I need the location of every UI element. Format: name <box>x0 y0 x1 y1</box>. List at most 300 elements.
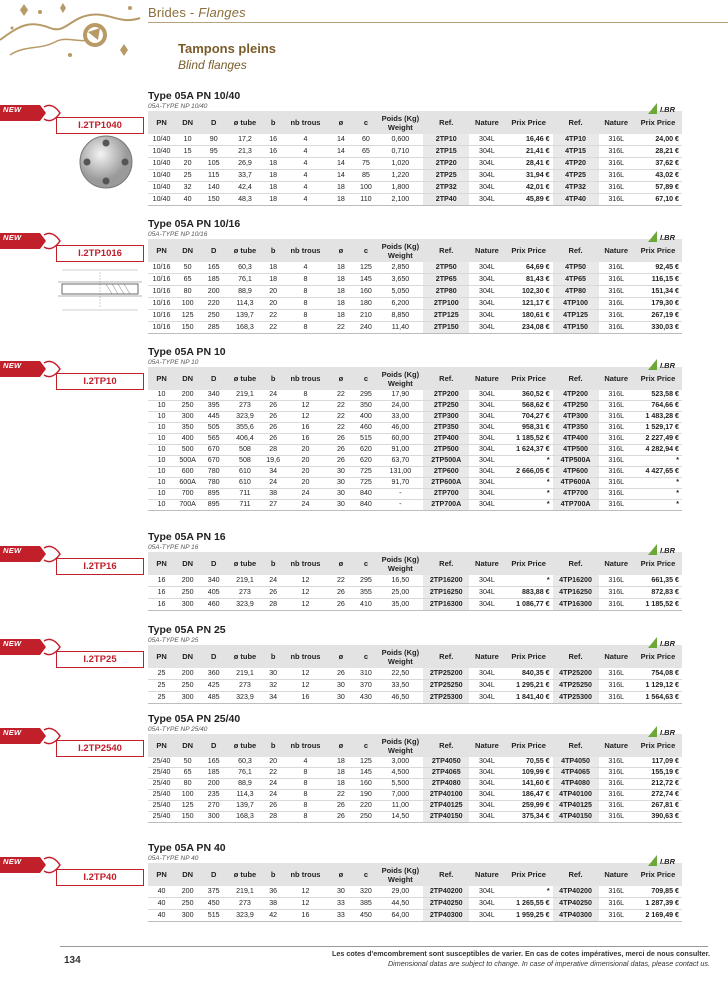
column-header: Nature <box>599 111 634 134</box>
column-header: Nature <box>599 239 634 262</box>
column-header: PN <box>148 239 175 262</box>
table-cell: 168,3 <box>227 322 262 334</box>
table-cell: 250 <box>200 310 227 322</box>
table-cell: 25/40 <box>148 779 175 790</box>
table-cell: 20 <box>284 456 328 467</box>
table-cell: 460 <box>200 599 227 611</box>
column-header: PN <box>148 111 175 134</box>
table-cell: 2TP500 <box>423 445 469 456</box>
table-cell: 780 <box>200 478 227 489</box>
table-cell: 610 <box>227 467 262 478</box>
table-cell: 76,1 <box>227 768 262 779</box>
table-cell: 1 287,39 € <box>634 898 682 910</box>
table-cell: 316L <box>599 801 634 812</box>
column-header: Poids (Kg) Weight <box>377 552 423 575</box>
table-cell: 1 185,52 € <box>634 599 682 611</box>
table-cell: 0,710 <box>377 146 423 158</box>
table-cell: 2 169,49 € <box>634 910 682 922</box>
column-header: ø tube <box>227 645 262 668</box>
table-cell: 4 <box>284 146 328 158</box>
table-cell: 200 <box>175 886 200 898</box>
product-table <box>148 239 682 334</box>
table-cell: 10 <box>148 434 175 445</box>
column-header: Poids (Kg) Weight <box>377 863 423 886</box>
table-cell: 139,7 <box>227 801 262 812</box>
table-cell: 304L <box>469 182 504 194</box>
table-cell: 121,17 € <box>505 298 553 310</box>
table-cell: 91,70 <box>377 478 423 489</box>
product-section <box>148 842 690 922</box>
table-cell: 4TP40300 <box>553 910 599 922</box>
table-cell: 2TP32 <box>423 182 469 194</box>
column-header: c <box>354 734 377 757</box>
column-header: Nature <box>469 367 504 390</box>
table-cell: 10/40 <box>148 170 175 182</box>
table-cell: 300 <box>175 599 200 611</box>
table-cell: 12 <box>284 599 328 611</box>
table-cell: 316L <box>599 478 634 489</box>
column-header: ø <box>327 734 354 757</box>
table-row <box>148 146 682 158</box>
table-cell: 250 <box>175 680 200 692</box>
table-cell: 18 <box>327 757 354 768</box>
column-header: nb trous <box>284 645 328 668</box>
column-header: PN <box>148 552 175 575</box>
table-cell: 1 086,77 € <box>505 599 553 611</box>
table-cell: 4TP200 <box>553 390 599 401</box>
table-cell: 160 <box>354 779 377 790</box>
table-cell: 316L <box>599 757 634 768</box>
table-cell: 8 <box>284 274 328 286</box>
table-cell: 8,850 <box>377 310 423 322</box>
triangle-icon <box>648 855 657 866</box>
brand-label: I.BR <box>660 639 675 648</box>
table-cell: 12 <box>284 668 328 680</box>
table-cell: 355,6 <box>227 423 262 434</box>
table-cell: 316L <box>599 434 634 445</box>
table-cell: 1 959,25 € <box>505 910 553 922</box>
table-cell: 316L <box>599 692 634 704</box>
table-row <box>148 587 682 599</box>
table-cell: 395 <box>200 401 227 412</box>
table-row <box>148 274 682 286</box>
table-cell: 4 427,65 € <box>634 467 682 478</box>
table-cell: 10 <box>148 390 175 401</box>
column-header: DN <box>175 111 200 134</box>
column-header: c <box>354 367 377 390</box>
table-row <box>148 692 682 704</box>
product-table <box>148 863 682 922</box>
table-cell: 10 <box>148 478 175 489</box>
table-cell: 219,1 <box>227 390 262 401</box>
product-code-badge: I.2TP1040 <box>56 117 144 134</box>
table-cell: 1,800 <box>377 182 423 194</box>
table-cell: 300 <box>175 692 200 704</box>
table-cell: 304L <box>469 322 504 334</box>
table-cell: 26 <box>327 812 354 823</box>
table-cell: 18 <box>327 262 354 274</box>
table-cell: 1,220 <box>377 170 423 182</box>
table-cell: 340 <box>200 390 227 401</box>
table-cell: 100 <box>175 298 200 310</box>
table-cell: 20 <box>263 298 284 310</box>
table-cell: 270 <box>200 801 227 812</box>
column-header: Prix Price <box>505 367 553 390</box>
column-header: b <box>263 239 284 262</box>
table-cell: 8 <box>284 790 328 801</box>
column-header: Prix Price <box>634 367 682 390</box>
new-tag <box>0 855 46 873</box>
table-cell: 515 <box>200 910 227 922</box>
table-cell: 4TP25 <box>553 170 599 182</box>
table-cell: 323,9 <box>227 910 262 922</box>
table-cell: 12 <box>284 587 328 599</box>
table-cell: 320 <box>354 886 377 898</box>
table-cell: 60,00 <box>377 434 423 445</box>
table-cell: 26 <box>327 445 354 456</box>
table-cell: 14,50 <box>377 812 423 823</box>
table-cell: 8 <box>284 812 328 823</box>
table-cell: 220 <box>354 801 377 812</box>
table-row <box>148 158 682 170</box>
table-cell: 1 295,21 € <box>505 680 553 692</box>
table-cell: 16 <box>148 599 175 611</box>
table-cell: 65 <box>354 146 377 158</box>
product-section <box>148 218 690 334</box>
table-cell: 310 <box>354 668 377 680</box>
new-tag <box>0 637 46 655</box>
table-cell: 10/40 <box>148 194 175 206</box>
table-cell: 316L <box>599 134 634 146</box>
table-cell: 33,50 <box>377 680 423 692</box>
table-cell: 8 <box>284 390 328 401</box>
table-cell: 304L <box>469 478 504 489</box>
table-cell: 304L <box>469 489 504 500</box>
table-cell: 4TP40 <box>553 194 599 206</box>
section-subtitle: 05A-TYPE NP 25/40 <box>148 726 208 733</box>
footer-divider <box>60 946 708 947</box>
table-cell: 704,27 € <box>505 412 553 423</box>
table-cell: 4TP10 <box>553 134 599 146</box>
table-cell: 168,3 <box>227 812 262 823</box>
table-cell: 4TP25250 <box>553 680 599 692</box>
table-cell: 88,9 <box>227 779 262 790</box>
column-header: Prix Price <box>634 734 682 757</box>
table-cell: 26 <box>263 434 284 445</box>
table-cell: 2TP50 <box>423 262 469 274</box>
table-cell: 316L <box>599 412 634 423</box>
table-cell: 10 <box>148 467 175 478</box>
table-cell: 50 <box>175 757 200 768</box>
table-row <box>148 445 682 456</box>
table-cell: 4TP150 <box>553 322 599 334</box>
column-header: ø tube <box>227 734 262 757</box>
table-cell: 304L <box>469 146 504 158</box>
table-cell: 600 <box>175 467 200 478</box>
table-cell: 24 <box>263 575 284 587</box>
table-cell: 4TP4065 <box>553 768 599 779</box>
table-cell: - <box>377 489 423 500</box>
table-cell: 155,19 € <box>634 768 682 779</box>
table-cell: 12 <box>284 898 328 910</box>
table-cell: 4TP350 <box>553 423 599 434</box>
technical-drawing <box>56 262 144 318</box>
table-cell: 109,99 € <box>505 768 553 779</box>
column-header: c <box>354 863 377 886</box>
table-cell: 25/40 <box>148 768 175 779</box>
column-header: PN <box>148 645 175 668</box>
table-row <box>148 575 682 587</box>
table-cell: 30 <box>327 500 354 511</box>
table-cell: 316L <box>599 886 634 898</box>
table-cell: 3,650 <box>377 274 423 286</box>
brand-label: I.BR <box>660 728 675 737</box>
table-cell: 273 <box>227 401 262 412</box>
table-cell: 4TP40125 <box>553 801 599 812</box>
new-tag <box>0 726 46 744</box>
table-cell: 8 <box>284 768 328 779</box>
triangle-icon <box>648 231 657 242</box>
table-cell: 316L <box>599 445 634 456</box>
table-cell: 25/40 <box>148 801 175 812</box>
table-cell: 25 <box>148 668 175 680</box>
column-header: Ref. <box>553 863 599 886</box>
table-cell: 2,850 <box>377 262 423 274</box>
table-cell: 2TP40150 <box>423 812 469 823</box>
table-cell: 1 129,12 € <box>634 680 682 692</box>
column-header: Nature <box>469 239 504 262</box>
table-cell: 2TP10 <box>423 134 469 146</box>
table-cell: 25 <box>148 692 175 704</box>
column-header: Nature <box>599 734 634 757</box>
column-header: ø tube <box>227 863 262 886</box>
table-cell: 165 <box>200 757 227 768</box>
column-header: ø tube <box>227 239 262 262</box>
table-cell: 316L <box>599 812 634 823</box>
table-cell: 185 <box>200 768 227 779</box>
table-cell: 22 <box>263 310 284 322</box>
table-cell: 2TP16300 <box>423 599 469 611</box>
table-cell: 323,9 <box>227 692 262 704</box>
brand-label: I.BR <box>660 857 675 866</box>
table-cell: 33 <box>327 898 354 910</box>
table-cell: 12 <box>284 886 328 898</box>
table-cell: * <box>505 478 553 489</box>
table-cell: 25 <box>175 170 200 182</box>
column-header: ø <box>327 645 354 668</box>
table-cell: 34 <box>263 692 284 704</box>
table-cell: 150 <box>175 812 200 823</box>
table-cell: 2,100 <box>377 194 423 206</box>
table-cell: 2TP500A <box>423 456 469 467</box>
column-header: ø tube <box>227 111 262 134</box>
table-cell: 323,9 <box>227 412 262 423</box>
table-cell: 304L <box>469 310 504 322</box>
table-row <box>148 886 682 898</box>
column-header: DN <box>175 645 200 668</box>
table-cell: 75 <box>354 158 377 170</box>
column-header: Ref. <box>423 863 469 886</box>
table-cell: 1,020 <box>377 158 423 170</box>
table-cell: 65 <box>175 768 200 779</box>
column-header: Prix Price <box>505 734 553 757</box>
table-cell: 45,89 € <box>505 194 553 206</box>
column-header: DN <box>175 863 200 886</box>
table-cell: 26 <box>327 434 354 445</box>
table-cell: 26 <box>327 801 354 812</box>
table-cell: 12 <box>284 401 328 412</box>
table-row <box>148 134 682 146</box>
table-cell: 700A <box>175 500 200 511</box>
table-row <box>148 467 682 478</box>
table-cell: 38 <box>263 898 284 910</box>
table-cell: 16 <box>284 434 328 445</box>
table-cell: 16 <box>284 910 328 922</box>
table-cell: 22 <box>327 790 354 801</box>
brand-logo <box>648 725 684 739</box>
table-cell: 18 <box>327 298 354 310</box>
table-cell: 2TP600 <box>423 467 469 478</box>
table-cell: 57,89 € <box>634 182 682 194</box>
table-cell: 4TP40150 <box>553 812 599 823</box>
table-cell: 18 <box>263 158 284 170</box>
table-cell: 10 <box>148 423 175 434</box>
table-cell: 304L <box>469 434 504 445</box>
table-cell: 50 <box>175 262 200 274</box>
table-cell: 2TP25200 <box>423 668 469 680</box>
table-cell: 32 <box>175 182 200 194</box>
product-table <box>148 552 682 611</box>
section-title: Type 05A PN 25 <box>148 624 226 636</box>
table-cell: 4 <box>284 170 328 182</box>
table-cell: 250 <box>175 898 200 910</box>
product-table <box>148 645 682 704</box>
table-cell: 304L <box>469 467 504 478</box>
column-header: PN <box>148 863 175 886</box>
table-cell: 35,00 <box>377 599 423 611</box>
table-cell: 2 227,49 € <box>634 434 682 445</box>
column-header: DN <box>175 552 200 575</box>
table-cell: 180 <box>354 298 377 310</box>
table-cell: 2TP700 <box>423 489 469 500</box>
column-header: Prix Price <box>634 645 682 668</box>
table-cell: 700 <box>175 489 200 500</box>
table-cell: 18 <box>263 182 284 194</box>
table-cell: 2TP250 <box>423 401 469 412</box>
table-cell: 4TP15 <box>553 146 599 158</box>
column-header: D <box>200 111 227 134</box>
table-cell: 18 <box>327 182 354 194</box>
table-cell: 250 <box>175 401 200 412</box>
table-cell: 28 <box>263 599 284 611</box>
table-cell: 88,9 <box>227 286 262 298</box>
table-cell: 460 <box>354 423 377 434</box>
table-cell: 840 <box>354 489 377 500</box>
table-cell: 20 <box>284 478 328 489</box>
product-code-badge: I.2TP25 <box>56 651 144 668</box>
table-cell: 21,41 € <box>505 146 553 158</box>
table-cell: 38 <box>263 489 284 500</box>
table-cell: 316L <box>599 274 634 286</box>
table-cell: 2TP4050 <box>423 757 469 768</box>
table-cell: 661,35 € <box>634 575 682 587</box>
table-cell: 316L <box>599 500 634 511</box>
table-cell: 42 <box>263 910 284 922</box>
table-cell: 30 <box>327 886 354 898</box>
column-header: Nature <box>599 645 634 668</box>
column-header: Poids (Kg) Weight <box>377 645 423 668</box>
table-cell: 18 <box>263 262 284 274</box>
column-header: c <box>354 239 377 262</box>
table-cell: 200 <box>175 668 200 680</box>
table-cell: 316L <box>599 467 634 478</box>
column-header: ø <box>327 552 354 575</box>
table-cell: 505 <box>200 423 227 434</box>
table-cell: 4TP700 <box>553 489 599 500</box>
table-cell: 10/16 <box>148 262 175 274</box>
table-cell: 14 <box>327 146 354 158</box>
table-cell: 304L <box>469 692 504 704</box>
table-cell: 18 <box>327 768 354 779</box>
table-row <box>148 322 682 334</box>
table-cell: 670 <box>200 456 227 467</box>
table-cell: 22 <box>327 322 354 334</box>
table-row <box>148 680 682 692</box>
table-cell: 100 <box>175 790 200 801</box>
table-cell: 28,21 € <box>634 146 682 158</box>
table-cell: 40 <box>175 194 200 206</box>
table-cell: 18 <box>327 274 354 286</box>
page-number: 134 <box>64 955 81 966</box>
triangle-icon <box>648 103 657 114</box>
table-row <box>148 668 682 680</box>
table-cell: 4 <box>284 134 328 146</box>
table-cell: 30 <box>263 668 284 680</box>
table-cell: 116,15 € <box>634 274 682 286</box>
table-cell: 67,10 € <box>634 194 682 206</box>
table-cell: 43,02 € <box>634 170 682 182</box>
table-cell: 2TP4065 <box>423 768 469 779</box>
table-cell: 304L <box>469 158 504 170</box>
table-cell: 2TP400 <box>423 434 469 445</box>
column-header: Poids (Kg) Weight <box>377 367 423 390</box>
table-cell: 754,08 € <box>634 668 682 680</box>
table-cell: * <box>634 500 682 511</box>
table-cell: 304L <box>469 194 504 206</box>
column-header: D <box>200 863 227 886</box>
table-cell: 304L <box>469 274 504 286</box>
table-row <box>148 790 682 801</box>
table-cell: 304L <box>469 298 504 310</box>
table-cell: 304L <box>469 456 504 467</box>
column-header: DN <box>175 239 200 262</box>
table-cell: 4TP100 <box>553 298 599 310</box>
table-cell: 114,3 <box>227 298 262 310</box>
table-cell: 8 <box>284 801 328 812</box>
table-cell: 4TP125 <box>553 310 599 322</box>
table-cell: 16 <box>148 587 175 599</box>
table-cell: 64,69 € <box>505 262 553 274</box>
table-cell: 267,19 € <box>634 310 682 322</box>
table-cell: 117,09 € <box>634 757 682 768</box>
table-cell: 31,94 € <box>505 170 553 182</box>
brand-logo <box>648 543 684 557</box>
table-row <box>148 434 682 445</box>
table-cell: 11,00 <box>377 801 423 812</box>
table-cell: 131,00 <box>377 467 423 478</box>
table-cell: 316L <box>599 310 634 322</box>
table-cell: 165 <box>200 262 227 274</box>
